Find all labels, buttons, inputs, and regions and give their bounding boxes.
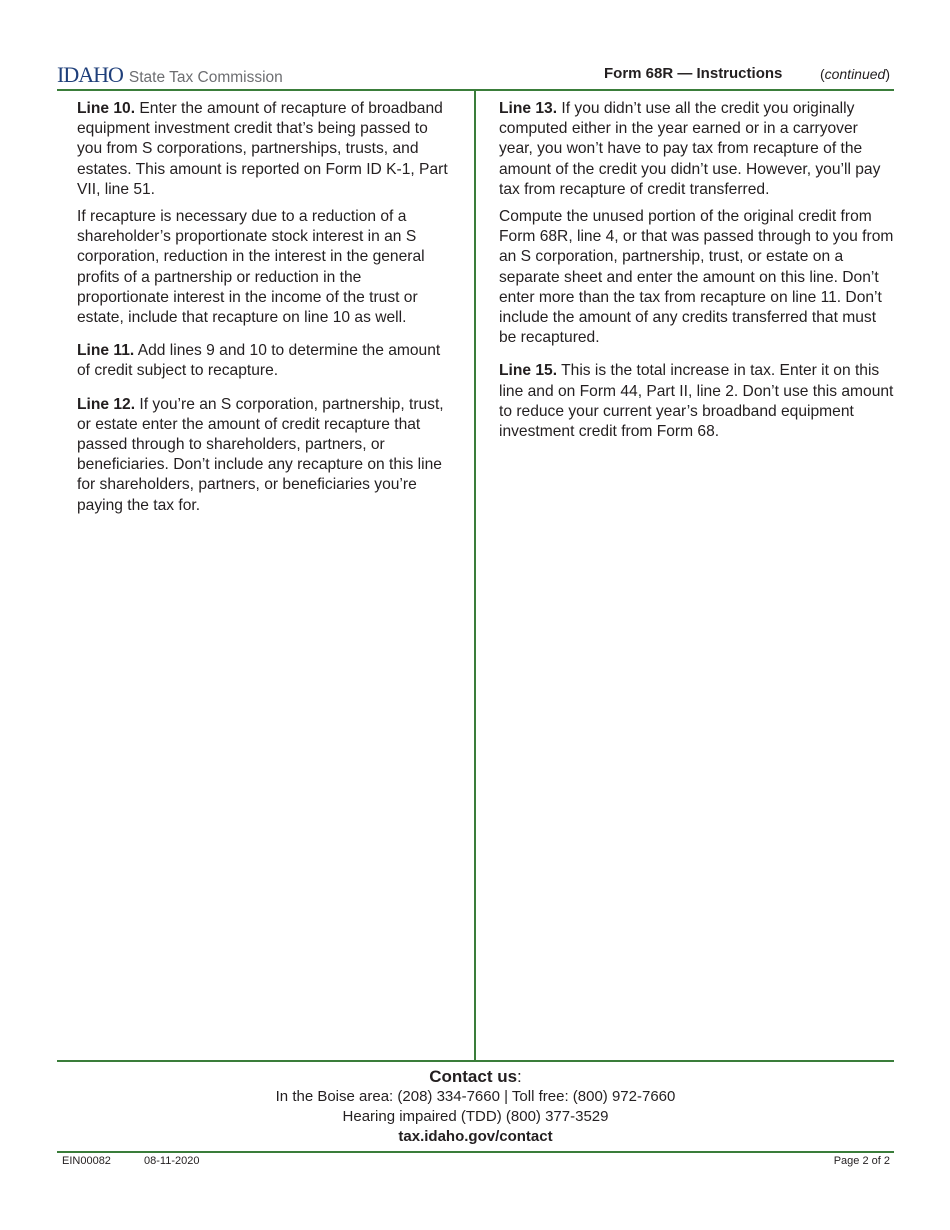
- form-id: EIN00082: [62, 1155, 111, 1167]
- contact-tdd: Hearing impaired (TDD) (800) 377-3529: [342, 1107, 609, 1125]
- line-15-paragraph: Line 15. This is the total increase in tax. Enter it on this line and on Form 44, Part II, line 2. Don’t use this amount to reduce your current year’s broadband equipment investment credit from Form 68.: [499, 362, 894, 441]
- continued-label: (continued): [819, 66, 890, 82]
- idaho-logo: [57, 62, 283, 88]
- unused-credit-paragraph: Compute the unused portion of the original credit from Form 68R, line 4, or that was passed through to you from an S corporation, partnership, trust, or estate on a separate sheet and enter the amount on this line. Don’t enter more than the tax from recapture on line 11. Don’t include the amount of any credits transferred that must be recaptured.: [499, 208, 894, 347]
- contact-url-link[interactable]: tax.idaho.gov/contact: [398, 1128, 553, 1145]
- footer-top-rule: [57, 1060, 894, 1062]
- contact-title: Contact us:: [429, 1067, 522, 1086]
- right-column: [499, 99, 894, 449]
- line-13-paragraph: Line 13. If you didn’t use all the credit you originally computed either in the year earned or in a carryover year, you won’t have to pay tax from recapture of the amount of the credit you didn’t use. However, you’ll pay tax from recapture of credit transferred.: [499, 100, 881, 198]
- revision-date: 08-11-2020: [144, 1155, 200, 1167]
- page-number: Page 2 of 2: [833, 1155, 890, 1167]
- line-12-paragraph: Line 12. If you’re an S corporation, partnership, trust, or estate enter the amount of credit recapture that passed through to shareholders, partners, or beneficiaries. Don’t include any recapture on this line for shareholders, partners, or beneficiaries you’re paying the tax for.: [77, 395, 444, 514]
- contact-phones: In the Boise area: (208) 334-7660 | Toll free: (800) 972-7660: [275, 1088, 676, 1105]
- left-column: [77, 99, 457, 523]
- page-header: [57, 60, 893, 88]
- recapture-paragraph: If recapture is necessary due to a reduction of a shareholder’s proportionate stock interest in an S corporation, reduction in the interest in the general profits of a partnership or reduction in the proportionate interest in the income of the trust or estate, include that recapture on line 10 as well.: [77, 208, 425, 327]
- idaho-wordmark: IDAHO: [57, 62, 123, 87]
- footer-meta: [62, 1155, 229, 1167]
- line-11-paragraph: Line 11. Add lines 9 and 10 to determine the amount of credit subject to recapture.: [77, 342, 441, 380]
- form-title: Form 68R — Instructions: [604, 65, 783, 82]
- column-divider: [474, 91, 476, 1061]
- agency-name: State Tax Commission: [128, 69, 283, 86]
- contact-section: [57, 1066, 894, 1147]
- footer-rule: [57, 1151, 894, 1153]
- line-10-paragraph: Line 10. Enter the amount of recapture of broadband equipment investment credit that’s being passed to you from S corporations, partnerships, trusts, and estates. This amount is reported on Form ID K-1, Part VII, line 51.: [77, 100, 448, 198]
